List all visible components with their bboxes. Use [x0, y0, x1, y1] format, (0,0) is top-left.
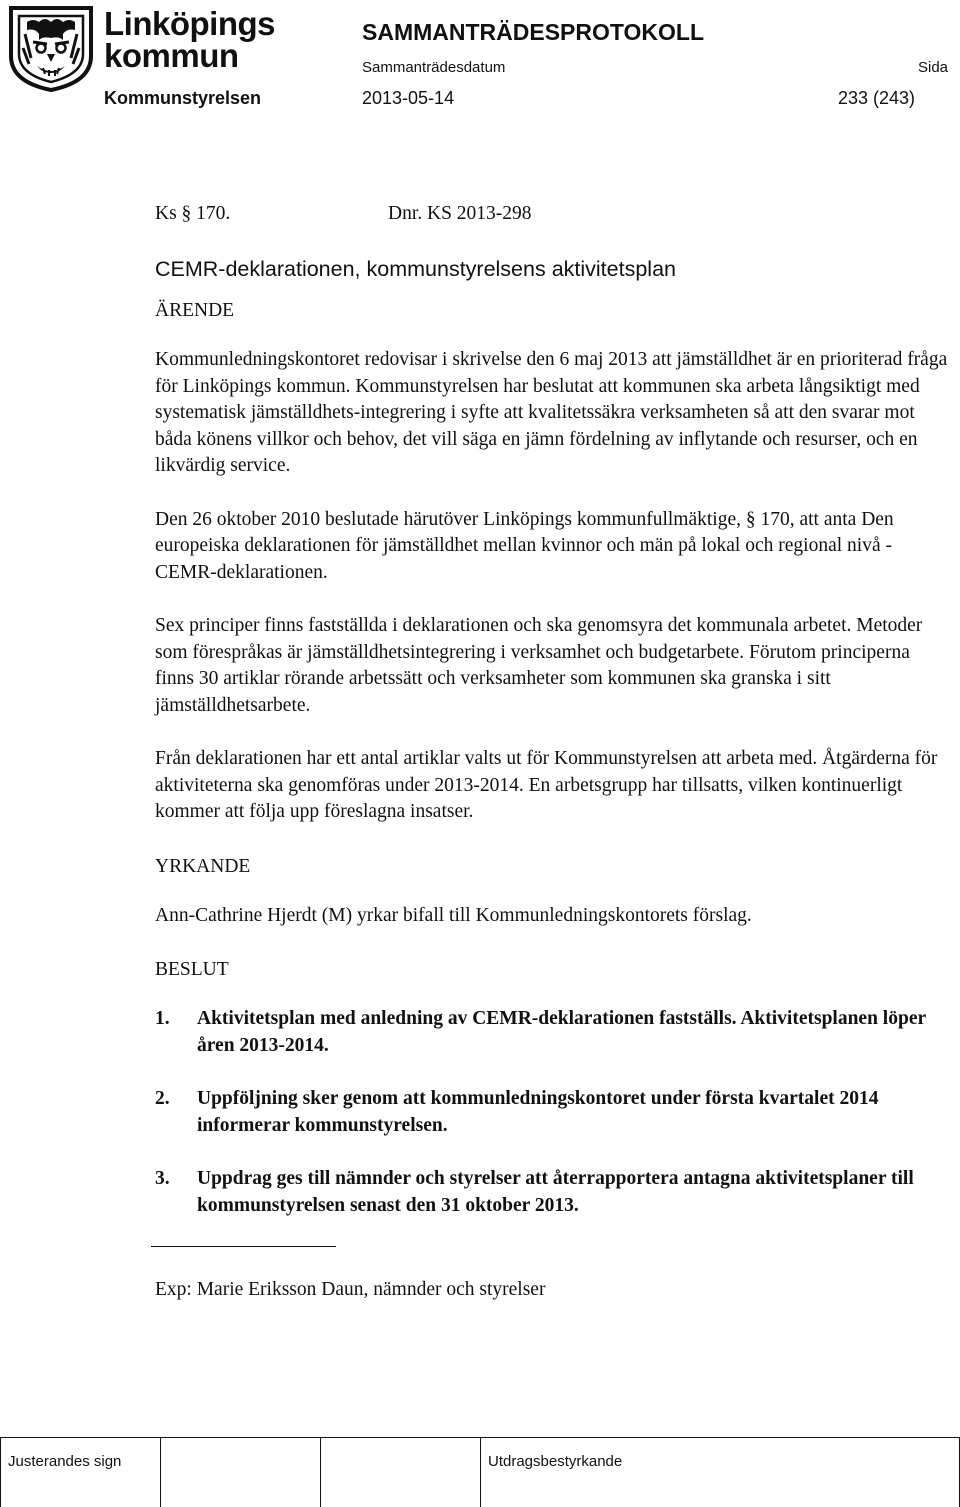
case-reference: [155, 201, 950, 229]
decision-number: 3.: [155, 1168, 170, 1189]
case-heading: CEMR-deklarationen, kommunstyrelsens aktivitetsplan: [155, 257, 676, 281]
paragraph-number: Ks § 170.: [155, 203, 231, 224]
case-number: Dnr. KS 2013-298: [388, 203, 532, 224]
page-number: 233 (243): [838, 88, 916, 108]
logo-line-2: kommun: [104, 37, 239, 74]
decision-item: [155, 1006, 950, 1059]
yrkande-text: Ann-Cathrine Hjerdt (M) yrkar bifall till Kommunledningskontorets förslag.: [155, 904, 752, 926]
separator-rule: [151, 1246, 336, 1247]
sign-cell-blank: [321, 1438, 481, 1507]
meeting-date: 2013-05-14: [362, 88, 455, 108]
arende-paragraph-4: Från deklarationen har ett antal artiklar valts ut för Kommunstyrelsen att arbeta med. Åtgärderna för aktiviteterna ska genomföras under 2013-2014. En arbetsgrupp har tillsatts, vilken kontinuerligt kommer att följa upp föreslagna insatser.: [155, 748, 938, 822]
protocol-body: [155, 201, 950, 1304]
decision-list: [155, 1006, 950, 1219]
decision-item: [155, 1086, 950, 1139]
arende-paragraph-1: Kommunledningskontoret redovisar i skrivelse den 6 maj 2013 att jämställdhet är en prioriterad fråga för Linköpings kommun. Kommunstyrelsen har beslutat att kommunen ska arbeta långsiktigt med systematisk jämställdhets-integrering i syfte att kvalitetssäkra verksamheten så att den svarar mot båda könens villkor och behov, det vill säga en jämn fördelning av inflytande och resurser, och en likvärdig service.: [155, 349, 948, 476]
decision-text: Uppdrag ges till nämnder och styrelser att återrapportera antagna aktivitetsplaner till kommunstyrelsen senast den 31 oktober 2013.: [197, 1168, 914, 1216]
yrkande-heading: YRKANDE: [155, 855, 251, 877]
decision-number: 2.: [155, 1088, 170, 1109]
municipality-logo-text: [104, 5, 275, 74]
decision-item: [155, 1166, 950, 1219]
decision-number: 1.: [155, 1008, 170, 1029]
expedition-line: Exp: Marie Eriksson Daun, nämnder och styrelser: [155, 1279, 546, 1300]
arende-paragraph-2: Den 26 oktober 2010 beslutade härutöver Linköpings kommunfullmäktige, § 170, att anta Den europeiska deklarationen för jämställdhet mellan kvinnor och män på lokal och regional nivå - CEMR-deklarationen.: [155, 508, 894, 583]
extract-cell: [481, 1438, 960, 1507]
extract-label: Utdragsbestyrkande: [488, 1453, 623, 1470]
sign-cell-blank: [161, 1438, 321, 1507]
committee-name: Kommunstyrelsen: [104, 88, 262, 108]
decision-text: Uppföljning sker genom att kommunledningskontoret under första kvartalet 2014 informerar kommunstyrelsen.: [197, 1088, 879, 1136]
signature-footer: [0, 1437, 960, 1507]
beslut-heading: BESLUT: [155, 959, 229, 980]
document-title: SAMMANTRÄDESPROTOKOLL: [362, 19, 705, 45]
arende-heading: ÄRENDE: [155, 300, 235, 321]
logo-line-1: Linköpings: [104, 5, 275, 42]
sign-label: Justerandes sign: [8, 1453, 122, 1470]
decision-text: Aktivitetsplan med anledning av CEMR-deklarationen fastställs. Aktivitetsplanen löper åren 2013-2014.: [197, 1008, 926, 1056]
sign-cell: [1, 1438, 161, 1507]
linkoping-lion-emblem: [3, 4, 99, 92]
meeting-date-label: Sammanträdesdatum: [362, 59, 506, 76]
arende-paragraph-3: Sex principer finns fastställda i deklarationen och ska genomsyra det kommunala arbetet. Metoder som förespråkas är jämställdhetsintegrering i verksamhet och budgetarbete. Förutom principerna finns 30 artiklar rörande arbetssätt och verksamheter som kommunen ska granska i sitt jämställdhetsarbete.: [155, 615, 923, 716]
page-label: Sida: [918, 59, 949, 76]
